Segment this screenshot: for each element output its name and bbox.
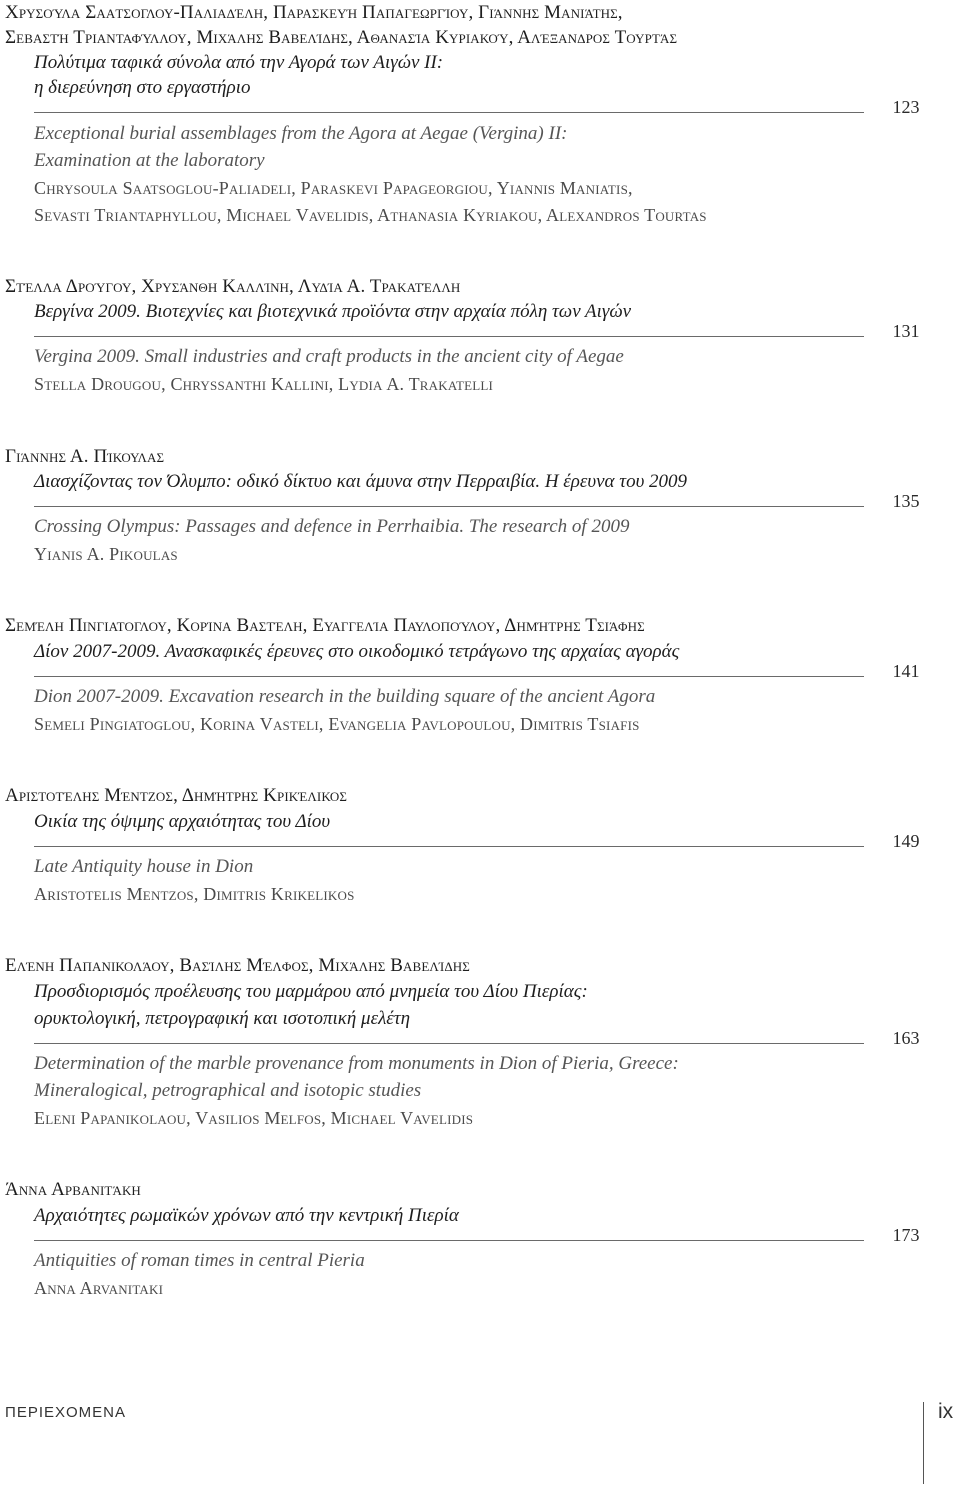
entry-title-greek: Δίον 2007-2009. Ανασκαφικές έρευνες στο οικοδομικό τετράγωνο της αρχαίας αγοράς bbox=[34, 641, 680, 662]
entry-title-english: Determination of the marble provenance from monuments in Dion of Pieria, Greece: bbox=[34, 1053, 679, 1074]
entry-authors-english: Aristotelis Mentzos, Dimitris Krikelikos bbox=[34, 884, 355, 904]
entry-authors-english: Sevasti Triantaphyllou, Michael Vavelidis, Athanasia Kyriakou, Alexandros Tourtas bbox=[34, 205, 707, 225]
entry-authors-english: Anna Arvanitaki bbox=[34, 1278, 164, 1298]
entry-title-english: Vergina 2009. Small industries and craft products in the ancient city of Aegae bbox=[34, 346, 624, 367]
entry-title-greek: Βεργίνα 2009. Βιοτεχνίες και βιοτεχνικά προϊόντα στην αρχαία πόλη των Αιγών bbox=[34, 301, 632, 322]
entry-divider bbox=[34, 676, 864, 677]
entry-authors-greek: Γιάννης Α. Πίκουλας bbox=[5, 446, 165, 467]
entry-page-number: 163 bbox=[892, 1028, 920, 1048]
entry-title-english: Dion 2007-2009. Excavation research in the building square of the ancient Agora bbox=[34, 686, 656, 707]
footer-divider bbox=[923, 1402, 924, 1484]
entry-title-english: Crossing Olympus: Passages and defence in Perrhaibia. The research of 2009 bbox=[34, 516, 630, 537]
entry-page-number: 173 bbox=[892, 1225, 920, 1245]
entry-authors-english: Eleni Papanikolaou, Vasilios Melfos, Michael Vavelidis bbox=[34, 1108, 474, 1128]
entry-title-greek: Προσδιορισμός προέλευσης του μαρμάρου από μνημεία του Δίου Πιερίας: bbox=[34, 981, 588, 1002]
entry-authors-english: Semeli Pingiatoglou, Korina Vasteli, Evangelia Pavlopoulou, Dimitris Tsiafis bbox=[34, 714, 640, 734]
entry-divider bbox=[34, 112, 864, 113]
entry-authors-greek: Σεμέλη Πινγιατογλου, Κορίνα Βαστέλη, Ευαγγελία Παυλοπούλου, Δημήτρης Τσιάφης bbox=[5, 615, 645, 636]
entry-title-english: Exceptional burial assemblages from the Agora at Aegae (Vergina) II: bbox=[34, 123, 568, 144]
entry-title-english: Antiquities of roman times in central Pieria bbox=[34, 1250, 365, 1271]
entry-page-number: 123 bbox=[892, 97, 920, 117]
entry-title-greek: η διερεύνηση στο εργαστήριο bbox=[34, 77, 251, 98]
entry-authors-greek: Στέλλα Δρούγου, Χρυσάνθη Καλλίνη, Λυδία Α. Τρακατέλλη bbox=[5, 276, 461, 297]
entry-title-english: Late Antiquity house in Dion bbox=[34, 856, 254, 877]
entry-title-greek: ορυκτολογική, πετρογραφική και ισοτοπική μελέτη bbox=[34, 1008, 411, 1029]
entry-divider bbox=[34, 336, 864, 337]
entry-divider bbox=[34, 1240, 864, 1241]
entry-authors-greek: Άννα Αρβανιτάκη bbox=[5, 1179, 141, 1200]
entry-divider bbox=[34, 1043, 864, 1044]
entry-authors-greek: Χρυσούλα Σααtσογλου-Παλιαδέλη, Παρασκευή Παπαγεωργίου, Γιάννης Μανιάτης, bbox=[5, 2, 623, 23]
entry-authors-greek: Σεβαστή Τριανταφύλλου, Μιχάλης Βαβελίδης, Αθανασία Κυριακού, Αλέξανδρος Τουρτάς bbox=[5, 27, 678, 48]
entry-authors-greek: Αριστοτέλης Μέντζος, Δημήτρης Κρικέλικος bbox=[5, 785, 348, 806]
entry-title-english: Examination at the laboratory bbox=[34, 150, 265, 171]
entry-divider bbox=[34, 506, 864, 507]
entry-authors-english: Stella Drougou, Chryssanthi Kallini, Lydia A. Trakatelli bbox=[34, 374, 494, 394]
entry-authors-english: Yianis A. Pikoulas bbox=[34, 544, 178, 564]
running-footer-label: ΠΕΡΙΕΧΟΜΕΝΑ bbox=[5, 1404, 127, 1421]
entry-page-number: 149 bbox=[892, 831, 920, 851]
entry-title-greek: Διασχίζοντας τον Όλυμπο: οδικό δίκτυο και άμυνα στην Περραιβία. Η έρευνα του 2009 bbox=[34, 471, 688, 492]
entry-divider bbox=[34, 846, 864, 847]
entry-title-greek: Οικία της όψιμης αρχαιότητας του Δίου bbox=[34, 811, 331, 832]
entry-title-greek: Πολύτιμα ταφικά σύνολα από την Αγορά των Αιγών ΙΙ: bbox=[34, 52, 444, 73]
entry-authors-english: Chrysoula Saatsoglou-Paliadeli, Paraskevi Papageorgiou, Yiannis Maniatis, bbox=[34, 178, 633, 198]
entry-title-english: Mineralogical, petrographical and isotopic studies bbox=[34, 1080, 422, 1101]
entry-page-number: 131 bbox=[892, 321, 920, 341]
folio-page-number: ix bbox=[938, 1400, 954, 1423]
entry-page-number: 135 bbox=[892, 491, 920, 511]
entry-page-number: 141 bbox=[892, 661, 920, 681]
entry-authors-greek: Ελένη Παπανικολάου, Βασίλης Μέλφος, Μιχάλης Βαβελίδης bbox=[5, 955, 470, 976]
entry-title-greek: Αρχαιότητες ρωμαϊκών χρόνων από την κεντρική Πιερία bbox=[34, 1205, 459, 1226]
